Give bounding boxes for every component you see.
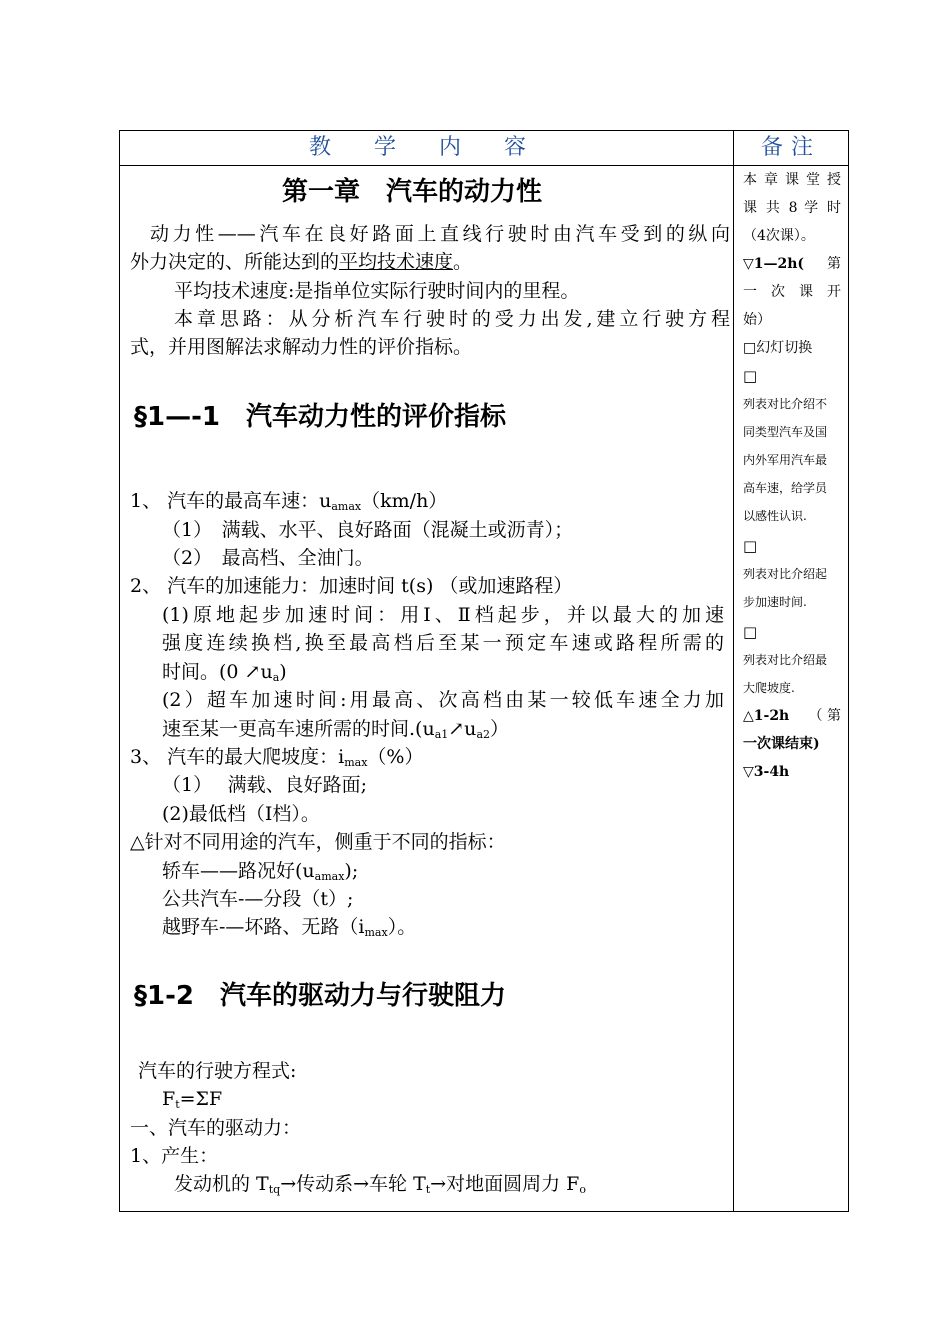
note-line: 内外军用汽车最 bbox=[743, 453, 828, 467]
note-line: 同类型汽车及国 bbox=[743, 425, 828, 439]
note-line: □幻灯切换 bbox=[743, 340, 813, 356]
content-column-header: 教 学 内 容 bbox=[309, 135, 544, 160]
item-3-condition-b: (2)最低档（Ⅰ档）。 bbox=[162, 803, 320, 825]
item-2b-line-2: 速至某一更高车速所需的时间$.(u_{a1}↗u_{a2})$ bbox=[162, 718, 510, 741]
chapter-idea-line-2: 式，并用图解法求解动力性的评价指标。 bbox=[130, 336, 473, 358]
checkbox-icon: □ bbox=[743, 367, 758, 385]
item-3-condition-a: （1） 满载、良好路面; bbox=[162, 774, 368, 796]
item-1-condition-b: （2） 最高档、全油门。 bbox=[162, 547, 374, 569]
offroad-criterion: 越野车-—坏路、无路$(i_{max})$。 bbox=[162, 916, 417, 939]
section-1-title: §1—-1 汽车动力性的评价指标 bbox=[134, 402, 506, 432]
chapter-title: 第一章 汽车的动力性 bbox=[282, 177, 543, 207]
checkbox-icon: □ bbox=[743, 623, 758, 641]
checkbox-icon: □ bbox=[743, 537, 758, 555]
intro-line-2: 外力决定的、所能达到的平均技术速度。 bbox=[130, 251, 473, 273]
usage-note: △针对不同用途的汽车，侧重于不同的指标： bbox=[130, 831, 506, 853]
header-divider bbox=[120, 165, 848, 166]
notes-column-header: 备注 bbox=[760, 135, 821, 160]
driving-equation-label: 汽车的行驶方程式: bbox=[138, 1060, 297, 1082]
note-line: 一 次 课 开 bbox=[743, 284, 841, 300]
note-line: 以感性认识. bbox=[743, 509, 807, 523]
sedan-criterion: 轿车——路况好$(u_{amax})$; bbox=[162, 860, 359, 883]
note-line: 大爬坡度. bbox=[743, 681, 795, 695]
note-line: 列表对比介绍不 bbox=[743, 397, 828, 411]
item-2a-line-1: (1)原地起步加速时间：用Ⅰ、Ⅱ档起步，并以最大的加速 bbox=[162, 604, 724, 626]
avg-speed-definition: 平均技术速度:是指单位实际行驶时间内的里程。 bbox=[174, 280, 580, 302]
item-2a-line-2: 强度连续换档,换至最高档后至某一预定车速或路程所需的 bbox=[162, 632, 724, 654]
column-divider bbox=[733, 131, 734, 1211]
lesson-table bbox=[119, 130, 849, 1212]
note-line: 课 共 8 学 时 bbox=[743, 200, 841, 216]
note-line: （4次课）。 bbox=[743, 228, 815, 244]
item-2a-line-3: 时间。(0 $↗u_a$) bbox=[162, 661, 287, 684]
item-3-max-grade: 3、 汽车的最大爬坡度：$i_{max}(\%)$ bbox=[130, 746, 424, 769]
note-line: 本 章 课 堂 授 bbox=[743, 172, 841, 188]
note-line: ▽3-4h bbox=[743, 764, 790, 780]
item-1-condition-a: （1） 满载、水平、良好路面（混凝土或沥青）； bbox=[162, 519, 574, 541]
item-2b-line-1: (2）超车加速时间:用最高、次高档由某一较低车速全力加 bbox=[162, 689, 724, 711]
note-line: 列表对比介绍最 bbox=[743, 653, 828, 667]
origin-heading: 1、产生： bbox=[130, 1145, 219, 1167]
force-transmission-chain: 发动机的 $T_{tq}\to$传动系→车轮 $T_t\to$对地面圆周力 $F_o$ bbox=[174, 1173, 586, 1196]
note-line: 始） bbox=[743, 312, 771, 328]
item-2-acceleration: 2、 汽车的加速能力：加速时间 t(s) （或加速路程） bbox=[130, 575, 573, 597]
driving-force-heading: 一、汽车的驱动力： bbox=[130, 1117, 302, 1139]
chapter-idea-line-1: 本章思路：从分析汽车行驶时的受力出发,建立行驶方程 bbox=[174, 308, 730, 330]
item-1-max-speed: 1、 汽车的最高车速：$u_{amax}(km/h)$ bbox=[130, 490, 448, 513]
note-line: ▽1—2h( 第 bbox=[743, 256, 841, 272]
note-line: 步加速时间. bbox=[743, 595, 807, 609]
driving-equation: $F_t=\Sigma F$ bbox=[162, 1088, 223, 1111]
bus-criterion: 公共汽车-—分段（t）; bbox=[162, 888, 354, 910]
avg-tech-speed-term: 平均技术速度 bbox=[339, 251, 454, 273]
note-line: 高车速，给学员 bbox=[743, 481, 828, 495]
note-line: 一次课结束) bbox=[743, 736, 820, 752]
note-line: 列表对比介绍起 bbox=[743, 567, 828, 581]
section-2-title: §1-2 汽车的驱动力与行驶阻力 bbox=[134, 981, 506, 1011]
intro-line-1: 动力性——汽车在良好路面上直线行驶时由汽车受到的纵向 bbox=[150, 223, 730, 245]
note-line: △1-2h （ 第 bbox=[743, 708, 841, 724]
